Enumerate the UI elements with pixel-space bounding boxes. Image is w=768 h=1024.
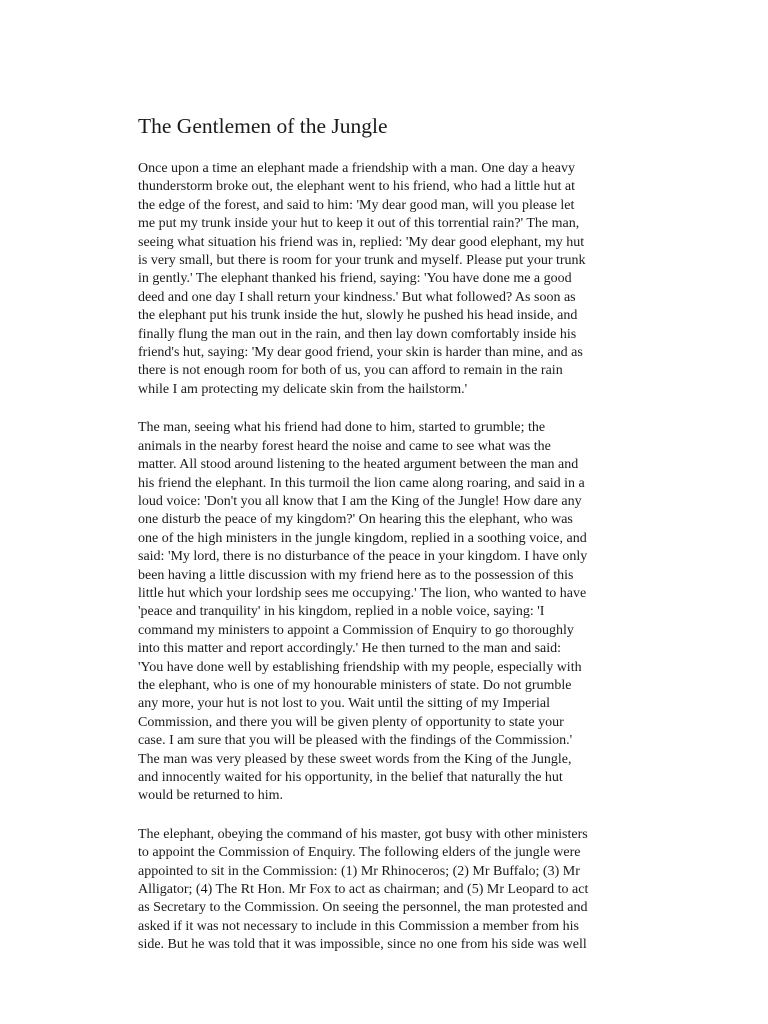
paragraph-line: Once upon a time an elephant made a friendship with a man. One day a heavy (138, 161, 575, 176)
document-page (138, 112, 632, 975)
paragraph-line: 'peace and tranquility' in his kingdom, replied in a noble voice, saying: 'I (138, 604, 545, 620)
document-body (138, 160, 632, 955)
paragraph-line: while I am protecting my delicate skin from the hailstorm.' (138, 381, 468, 397)
paragraph-line: The man, seeing what his friend had done to him, started to grumble; the (138, 420, 546, 436)
paragraph-line: deed and one day I shall return your kindness.' But what followed? As soon as (138, 289, 576, 305)
paragraph-line: thunderstorm broke out, the elephant went to his friend, who had a little hut at (138, 179, 576, 195)
paragraph-line: asked if it was not necessary to include in this Commission a member from his (138, 918, 579, 934)
paragraph-line: matter. All stood around listening to the heated argument between the man and (138, 457, 579, 473)
paragraph-line: Alligator; (4) The Rt Hon. Mr Fox to act as chairman; and (5) Mr Leopard to act (138, 882, 589, 898)
paragraph-line: The man was very pleased by these sweet words from the King of the Jungle, (138, 751, 572, 767)
paragraph (138, 826, 632, 955)
paragraph-line: finally flung the man out in the rain, and then lay down comfortably inside his (138, 326, 577, 342)
paragraph-line: there is not enough room for both of us, you can afford to remain in the rain (138, 363, 563, 379)
paragraph-line: been having a little discussion with my friend here as to the possession of this (138, 567, 574, 583)
paragraph-line: into this matter and report accordingly.' He then turned to the man and said: (138, 641, 562, 657)
paragraph-line: The elephant, obeying the command of his master, got busy with other ministers (138, 826, 588, 842)
paragraph-line: command my ministers to appoint a Commission of Enquiry to go thoroughly (138, 622, 574, 638)
paragraph-line: appointed to sit in the Commission: (1) Mr Rhinoceros; (2) Mr Buffalo; (3) Mr (138, 863, 580, 879)
paragraph-line: little hut which your lordship sees me occupying.' The lion, who wanted to have (138, 585, 587, 601)
paragraph-line: any more, your hut is not lost to you. Wait until the sitting of my Imperial (138, 696, 550, 712)
paragraph-line: me put my trunk inside your hut to keep it out of this torrential rain?' The man, (138, 216, 580, 232)
paragraph-line: Commission, and there you will be given plenty of opportunity to state your (138, 714, 564, 730)
paragraph-line: said: 'My lord, there is no disturbance of the peace in your kingdom. I have only (138, 549, 588, 565)
paragraph-line: side. But he was told that it was impossible, since no one from his side was well (138, 937, 587, 953)
paragraph-line: and innocently waited for his opportunity, in the belief that naturally the hut (138, 770, 563, 785)
document-title: The Gentlemen of the Jungle (138, 114, 388, 138)
paragraph-line: the elephant put his trunk inside the hut, slowly he pushed his head inside, and (138, 308, 578, 324)
paragraph-line: 'You have done well by establishing friendship with my people, especially with (138, 659, 582, 675)
paragraph-line: one of the high ministers in the jungle kingdom, replied in a soothing voice, and (138, 530, 587, 546)
paragraph-line: would be returned to him. (138, 788, 284, 804)
paragraph-line: to appoint the Commission of Enquiry. The following elders of the jungle were (138, 845, 581, 861)
paragraph-line: is very small, but there is room for your trunk and myself. Please put your trunk (138, 253, 586, 269)
paragraph-line: animals in the nearby forest heard the noise and came to see what was the (138, 438, 551, 454)
paragraph-line: seeing what situation his friend was in, replied: 'My dear good elephant, my hut (138, 234, 585, 250)
paragraph-line: case. I am sure that you will be pleased with the findings of the Commission.' (138, 733, 573, 749)
paragraph-line: one disturb the peace of my kingdom?' On hearing this the elephant, who was (138, 512, 573, 528)
paragraph (138, 160, 632, 399)
paragraph-line: the elephant, who is one of my honourable ministers of state. Do not grumble (138, 677, 572, 693)
paragraph-line: his friend the elephant. In this turmoil the lion came along roaring, and said in a (138, 475, 585, 491)
paragraph-line: the edge of the forest, and said to him: 'My dear good man, will you please let (138, 197, 575, 213)
paragraph-line: loud voice: 'Don't you all know that I am the King of the Jungle! How dare any (138, 493, 582, 509)
paragraph (138, 419, 632, 806)
paragraph-line: friend's hut, saying: 'My dear good friend, your skin is harder than mine, and as (138, 345, 583, 361)
paragraph-line: as Secretary to the Commission. On seeing the personnel, the man protested and (138, 900, 588, 916)
paragraph-line: in gently.' The elephant thanked his friend, saying: 'You have done me a good (138, 271, 572, 287)
